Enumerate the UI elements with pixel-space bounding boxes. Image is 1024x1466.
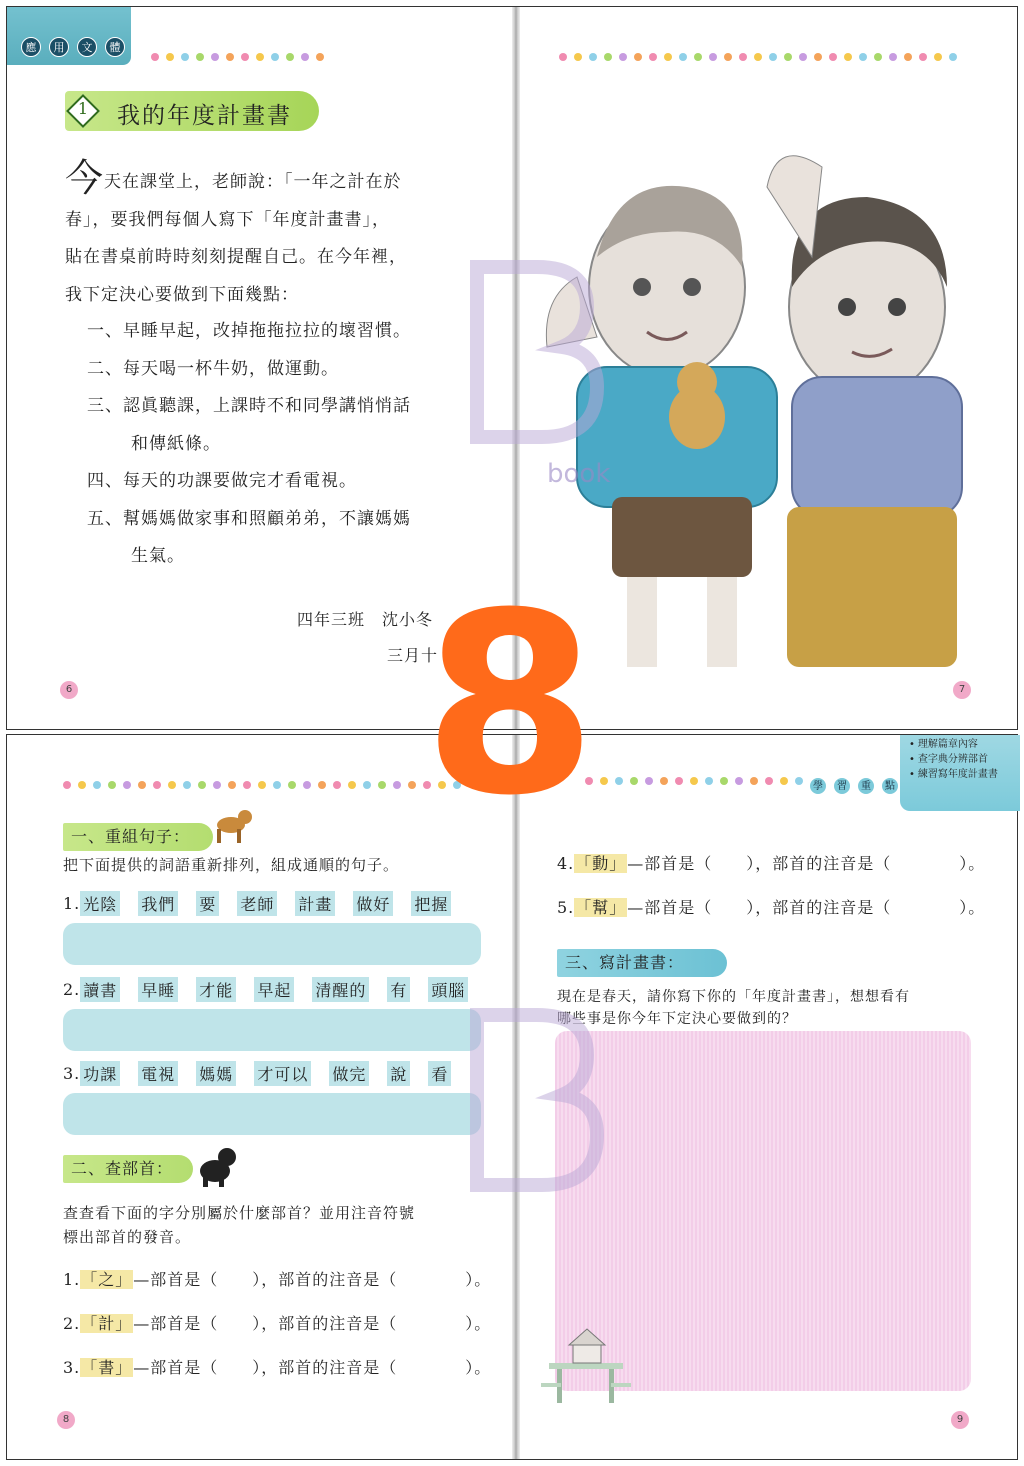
exercise1-instruction: 把下面提供的詞語重新排列，組成通順的句子。: [63, 856, 400, 874]
answer-box[interactable]: [63, 1093, 481, 1135]
dot-border-top-left: [151, 53, 324, 61]
decorative-dot: [615, 777, 623, 785]
svg-text:book: book: [547, 459, 611, 489]
decorative-dot: [166, 53, 174, 61]
dot-border-top-right: [559, 53, 957, 61]
decorative-dot: [724, 53, 732, 61]
decorative-dot: [645, 777, 653, 785]
learning-point: • 理解篇章內容: [909, 737, 998, 752]
decorative-dot: [720, 777, 728, 785]
decorative-dot: [151, 53, 159, 61]
word-chip: 要: [196, 891, 219, 916]
word-chip: 媽媽: [196, 1061, 236, 1086]
word-chip: 早睡: [138, 977, 178, 1002]
word-chip: 頭腦: [428, 977, 468, 1002]
decorative-dot: [919, 53, 927, 61]
decorative-dot: [769, 53, 777, 61]
word-chip: 才可以: [254, 1061, 311, 1086]
decorative-dot: [123, 781, 131, 789]
decorative-dot: [739, 53, 747, 61]
decorative-dot: [303, 781, 311, 789]
decorative-dot: [93, 781, 101, 789]
watermark-logo: [447, 247, 611, 489]
decorative-dot: [288, 781, 296, 789]
target-char: 「之」: [81, 1270, 133, 1289]
word-chip: 老師: [237, 891, 277, 916]
decorative-dot: [271, 53, 279, 61]
exercise3-instruction: 現在是春天，請你寫下你的「年度計畫書」，想想看有: [557, 989, 910, 1005]
learning-points: [909, 737, 998, 782]
word-chip: 計畫: [295, 891, 335, 916]
decorative-dot: [934, 53, 942, 61]
decorative-dot: [363, 781, 371, 789]
word-chip: 讀書: [80, 977, 120, 1002]
decorative-dot: [795, 777, 803, 785]
decorative-dot: [814, 53, 822, 61]
decorative-dot: [754, 53, 762, 61]
page-number: 9: [951, 1411, 969, 1429]
decorative-dot: [198, 781, 206, 789]
decorative-dot: [679, 53, 687, 61]
page-number: 8: [57, 1411, 75, 1429]
radical-question: 1.「之」—部首是（ ），部首的注音是（ ）。: [63, 1270, 492, 1289]
learning-point: • 查字典分辨部首: [909, 752, 998, 767]
decorative-dot: [241, 53, 249, 61]
word-chip: 做好: [353, 891, 393, 916]
dog-toy-icon: [207, 803, 255, 847]
lesson-title: 我的年度計畫書: [117, 103, 292, 129]
decorative-dot: [168, 781, 176, 789]
resolution-item: 二、每天喝一杯牛奶，做運動。: [87, 358, 339, 379]
word-chip: 清醒的: [312, 977, 369, 1002]
decorative-dot: [378, 781, 386, 789]
section-char: 用: [49, 37, 69, 57]
decorative-dot: [213, 781, 221, 789]
table-with-house-illustration: [539, 1323, 633, 1407]
question-row: [63, 977, 486, 1002]
word-chip: 有: [387, 977, 410, 1002]
decorative-dot: [735, 777, 743, 785]
decorative-dot: [660, 777, 668, 785]
decorative-dot: [904, 53, 912, 61]
question-row: [63, 1061, 469, 1086]
decorative-dot: [153, 781, 161, 789]
decorative-dot: [301, 53, 309, 61]
date: 三月十: [387, 646, 439, 665]
decorative-dot: [78, 781, 86, 789]
letter-line: 春」，要我們每個人寫下「年度計畫書」，: [65, 209, 390, 230]
word-chip: 電視: [138, 1061, 178, 1086]
resolution-item: 四、每天的功課要做完才看電視。: [87, 471, 357, 491]
decorative-dot: [709, 53, 717, 61]
decorative-dot: [690, 777, 698, 785]
letter-line: 我下定決心要做到下面幾點：: [65, 284, 299, 305]
word-chip: 功課: [80, 1061, 120, 1086]
resolution-list: [87, 313, 497, 576]
decorative-dot: [273, 781, 281, 789]
resolution-item: 五、幫媽媽做家事和照顧弟弟，不讓媽媽: [87, 508, 411, 529]
answer-box[interactable]: [63, 923, 481, 965]
question-number: 1.: [63, 894, 81, 913]
target-char: 「幫」: [575, 898, 627, 917]
decorative-dot: [694, 53, 702, 61]
decorative-dot: [780, 777, 788, 785]
decorative-dot: [228, 781, 236, 789]
letter-line: 今天在課堂上，老師說：「一年之計在於: [65, 156, 402, 200]
dot-border-bottom-right: [585, 777, 803, 785]
word-chip: 說: [387, 1061, 410, 1086]
resolution-item-cont: 生氣。: [131, 546, 185, 566]
decorative-dot: [765, 777, 773, 785]
decorative-dot: [286, 53, 294, 61]
decorative-dot: [664, 53, 672, 61]
decorative-dot: [649, 53, 657, 61]
exercise3-instruction: 哪些事是你今年下定決心要做到的？: [557, 1011, 797, 1027]
decorative-dot: [226, 53, 234, 61]
decorative-dot: [619, 53, 627, 61]
decorative-dot: [600, 777, 608, 785]
decorative-dot: [889, 53, 897, 61]
question-number: 3.: [63, 1064, 81, 1083]
decorative-dot: [634, 53, 642, 61]
learning-point: • 練習寫年度計畫書: [909, 767, 998, 782]
watermark-logo: [447, 995, 607, 1195]
decorative-dot: [574, 53, 582, 61]
decorative-dot: [183, 781, 191, 789]
word-chip: 光陰: [80, 891, 120, 916]
decorative-dot: [675, 777, 683, 785]
radical-question: 5.「幫」—部首是（ ），部首的注音是（ ）。: [557, 898, 986, 917]
decorative-dot: [799, 53, 807, 61]
decorative-dot: [630, 777, 638, 785]
decorative-dot: [393, 781, 401, 789]
decorative-dot: [844, 53, 852, 61]
radical-question: 2.「計」—部首是（ ），部首的注音是（ ）。: [63, 1314, 492, 1333]
decorative-dot: [258, 781, 266, 789]
section-char: 應: [21, 37, 41, 57]
label-char: 學: [809, 777, 827, 795]
decorative-dot: [874, 53, 882, 61]
page-number: 7: [953, 681, 971, 699]
decorative-dot: [784, 53, 792, 61]
decorative-dot: [333, 781, 341, 789]
drop-cap: 今: [65, 156, 105, 200]
letter-body: [65, 156, 485, 314]
letter-line: 貼在書桌前時時刻刻提醒自己。在今年裡，: [65, 247, 407, 267]
resolution-item: 一、早睡早起，改掉拖拖拉拉的壞習慣。: [87, 321, 411, 341]
black-dog-icon: [193, 1143, 241, 1189]
dot-border-bottom-left: [63, 781, 461, 789]
section-char: 體: [105, 37, 125, 57]
decorative-dot: [316, 53, 324, 61]
label-char: 點: [881, 777, 899, 795]
label-char: 習: [833, 777, 851, 795]
section-label: [21, 37, 125, 57]
lesson-title-bar: [65, 91, 319, 131]
word-chip: 我們: [138, 891, 178, 916]
radical-question: 4.「動」—部首是（ ），部首的注音是（ ）。: [557, 854, 986, 873]
word-chip: 早起: [254, 977, 294, 1002]
decorative-dot: [138, 781, 146, 789]
question-row: [63, 891, 469, 916]
decorative-dot: [348, 781, 356, 789]
resolution-item-cont: 和傳紙條。: [131, 433, 221, 454]
exercise2-instruction: 查查看下面的字分別屬於什麼部首？並用注音符號: [63, 1204, 416, 1222]
section-char: 文: [77, 37, 97, 57]
resolution-item: 三、認眞聽課，上課時不和同學講悄悄話: [87, 396, 411, 416]
decorative-dot: [949, 53, 957, 61]
word-chip: 才能: [196, 977, 236, 1002]
decorative-dot: [750, 777, 758, 785]
decorative-dot: [181, 53, 189, 61]
page-number: 6: [60, 681, 78, 699]
decorative-dot: [196, 53, 204, 61]
signature: 四年三班 沈小冬: [297, 610, 434, 629]
decorative-dot: [408, 781, 416, 789]
decorative-dot: [63, 781, 71, 789]
decorative-dot: [108, 781, 116, 789]
decorative-dot: [589, 53, 597, 61]
exercise2-instruction: 標出部首的發音。: [63, 1228, 192, 1246]
decorative-dot: [211, 53, 219, 61]
overlay-number: 8: [423, 559, 597, 850]
exercise2-title: 二、查部首：: [63, 1155, 193, 1183]
lesson-number: 1: [77, 99, 89, 118]
target-char: 「書」: [81, 1358, 133, 1377]
decorative-dot: [243, 781, 251, 789]
decorative-dot: [318, 781, 326, 789]
radical-question: 3.「書」—部首是（ ），部首的注音是（ ）。: [63, 1358, 492, 1377]
answer-box[interactable]: [63, 1009, 481, 1051]
decorative-dot: [829, 53, 837, 61]
label-char: 重: [857, 777, 875, 795]
decorative-dot: [705, 777, 713, 785]
decorative-dot: [559, 53, 567, 61]
word-chip: 做完: [329, 1061, 369, 1086]
target-char: 「計」: [81, 1314, 133, 1333]
word-chip: 把握: [411, 891, 451, 916]
decorative-dot: [256, 53, 264, 61]
word-chip: 看: [428, 1061, 451, 1086]
exercise1-title: 一、重組句子：: [63, 823, 213, 851]
target-char: 「動」: [575, 854, 627, 873]
decorative-dot: [859, 53, 867, 61]
learning-points-label: [809, 777, 899, 795]
question-number: 2.: [63, 980, 81, 999]
decorative-dot: [604, 53, 612, 61]
exercise3-title: 三、寫計畫書：: [557, 949, 727, 977]
